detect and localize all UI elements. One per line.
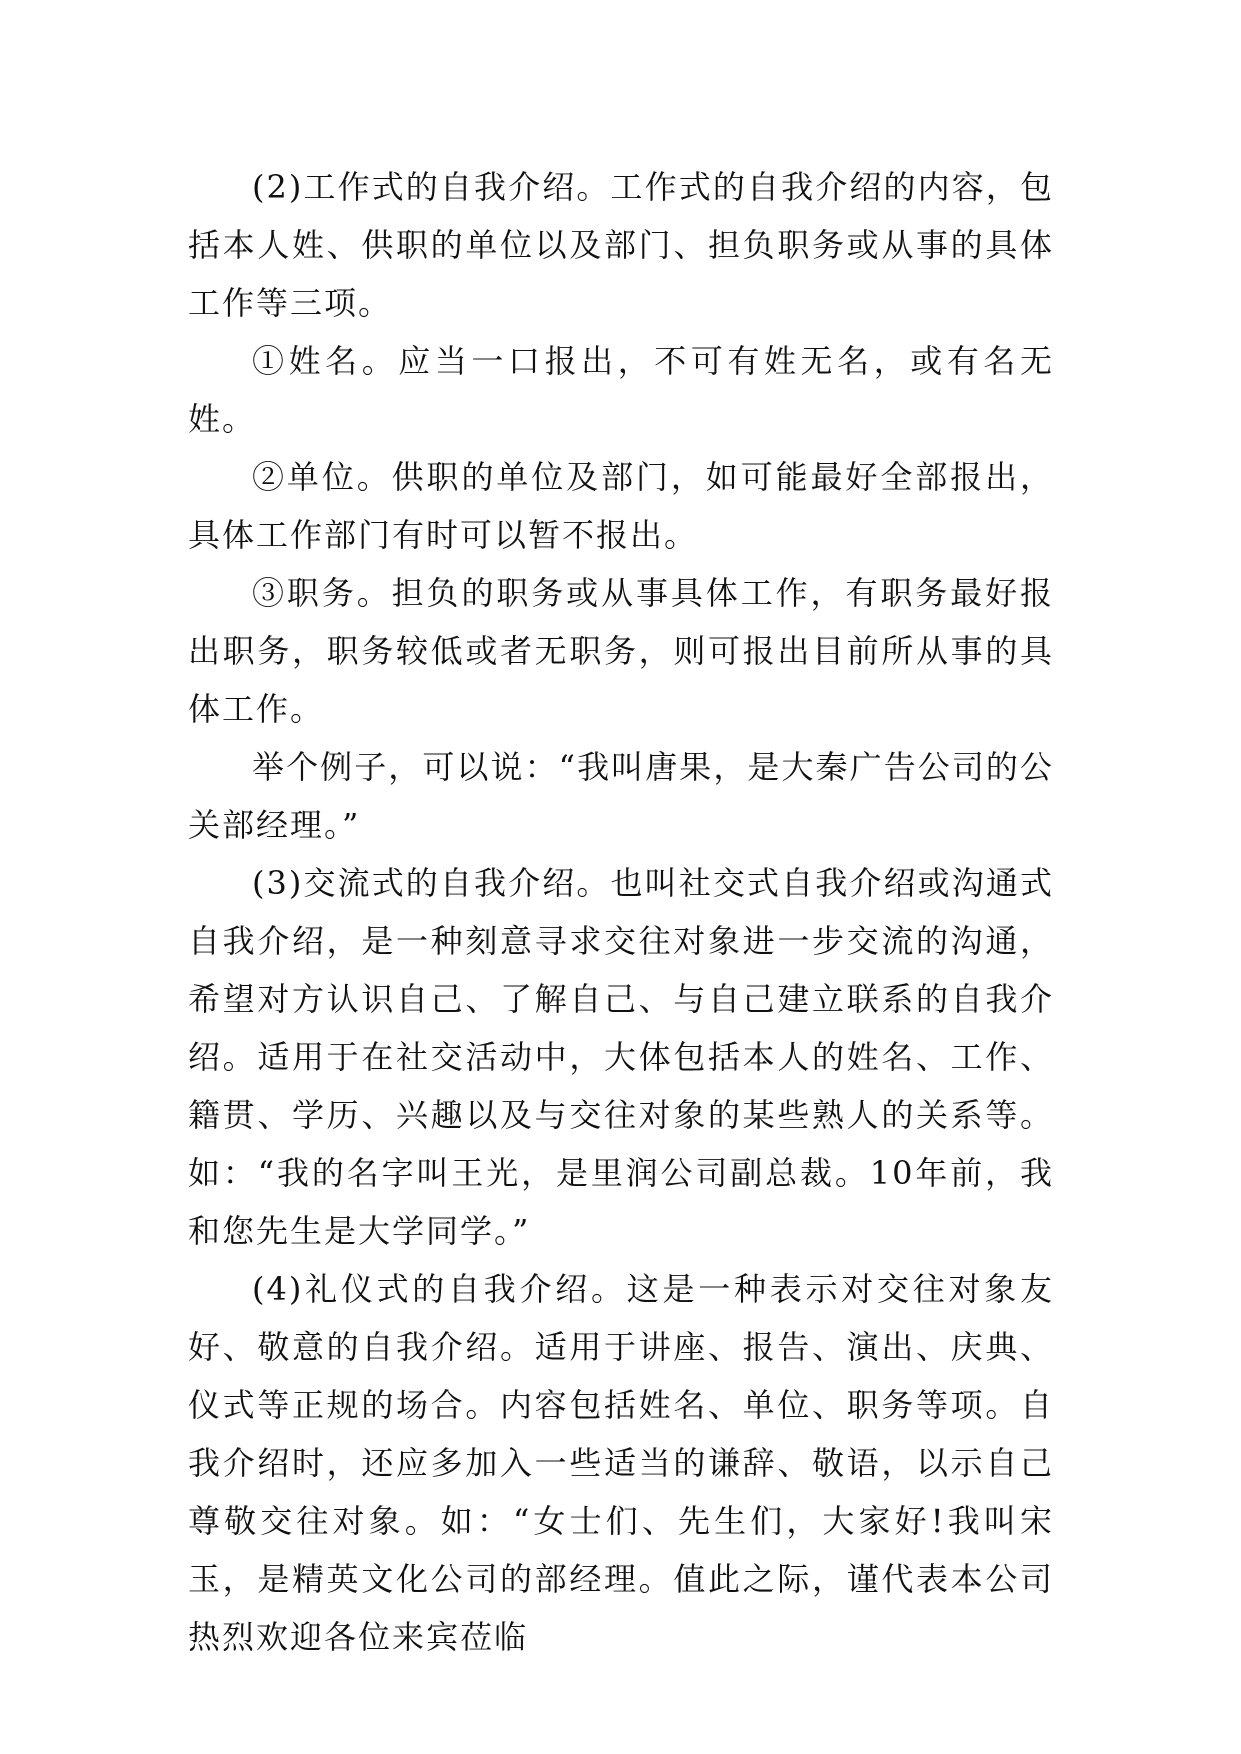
paragraph-example: 举个例子，可以说：“我叫唐果，是大秦广告公司的公关部经理。” [188, 748, 1054, 844]
paragraph-name-item: ①姓名。应当一口报出，不可有姓无名，或有名无姓。 [188, 342, 1054, 438]
paragraph-work-intro: (2)工作式的自我介绍。工作式的自我介绍的内容，包括本人姓、供职的单位以及部门、担负职务或从事的具体工作等三项。 [188, 168, 1054, 322]
paragraph-position-item: ③职务。担负的职务或从事具体工作，有职务最好报出职务，职务较低或者无职务，则可报出目前所从事的具体工作。 [188, 574, 1054, 728]
document-body [188, 158, 1054, 1666]
paragraph-ceremonial-intro: (4)礼仪式的自我介绍。这是一种表示对交往对象友好、敬意的自我介绍。适用于讲座、报告、演出、庆典、仪式等正规的场合。内容包括姓名、单位、职务等项。自我介绍时，还应多加入一些适当的谦辞、敬语，以示自己尊敬交往对象。如：“女士们、先生们，大家好!我叫宋玉，是精英文化公司的部经理。值此之际，谨代表本公司热烈欢迎各位来宾莅临 [188, 1270, 1054, 1656]
paragraph-unit-item: ②单位。供职的单位及部门，如可能最好全部报出，具体工作部门有时可以暂不报出。 [188, 458, 1054, 554]
paragraph-social-intro: (3)交流式的自我介绍。也叫社交式自我介绍或沟通式自我介绍，是一种刻意寻求交往对象进一步交流的沟通，希望对方认识自己、了解自己、与自己建立联系的自我介绍。适用于在社交活动中，大体包括本人的姓名、工作、籍贯、学历、兴趣以及与交往对象的某些熟人的关系等。如：“我的名字叫王光，是里润公司副总裁。10年前，我和您先生是大学同学。” [188, 864, 1054, 1250]
